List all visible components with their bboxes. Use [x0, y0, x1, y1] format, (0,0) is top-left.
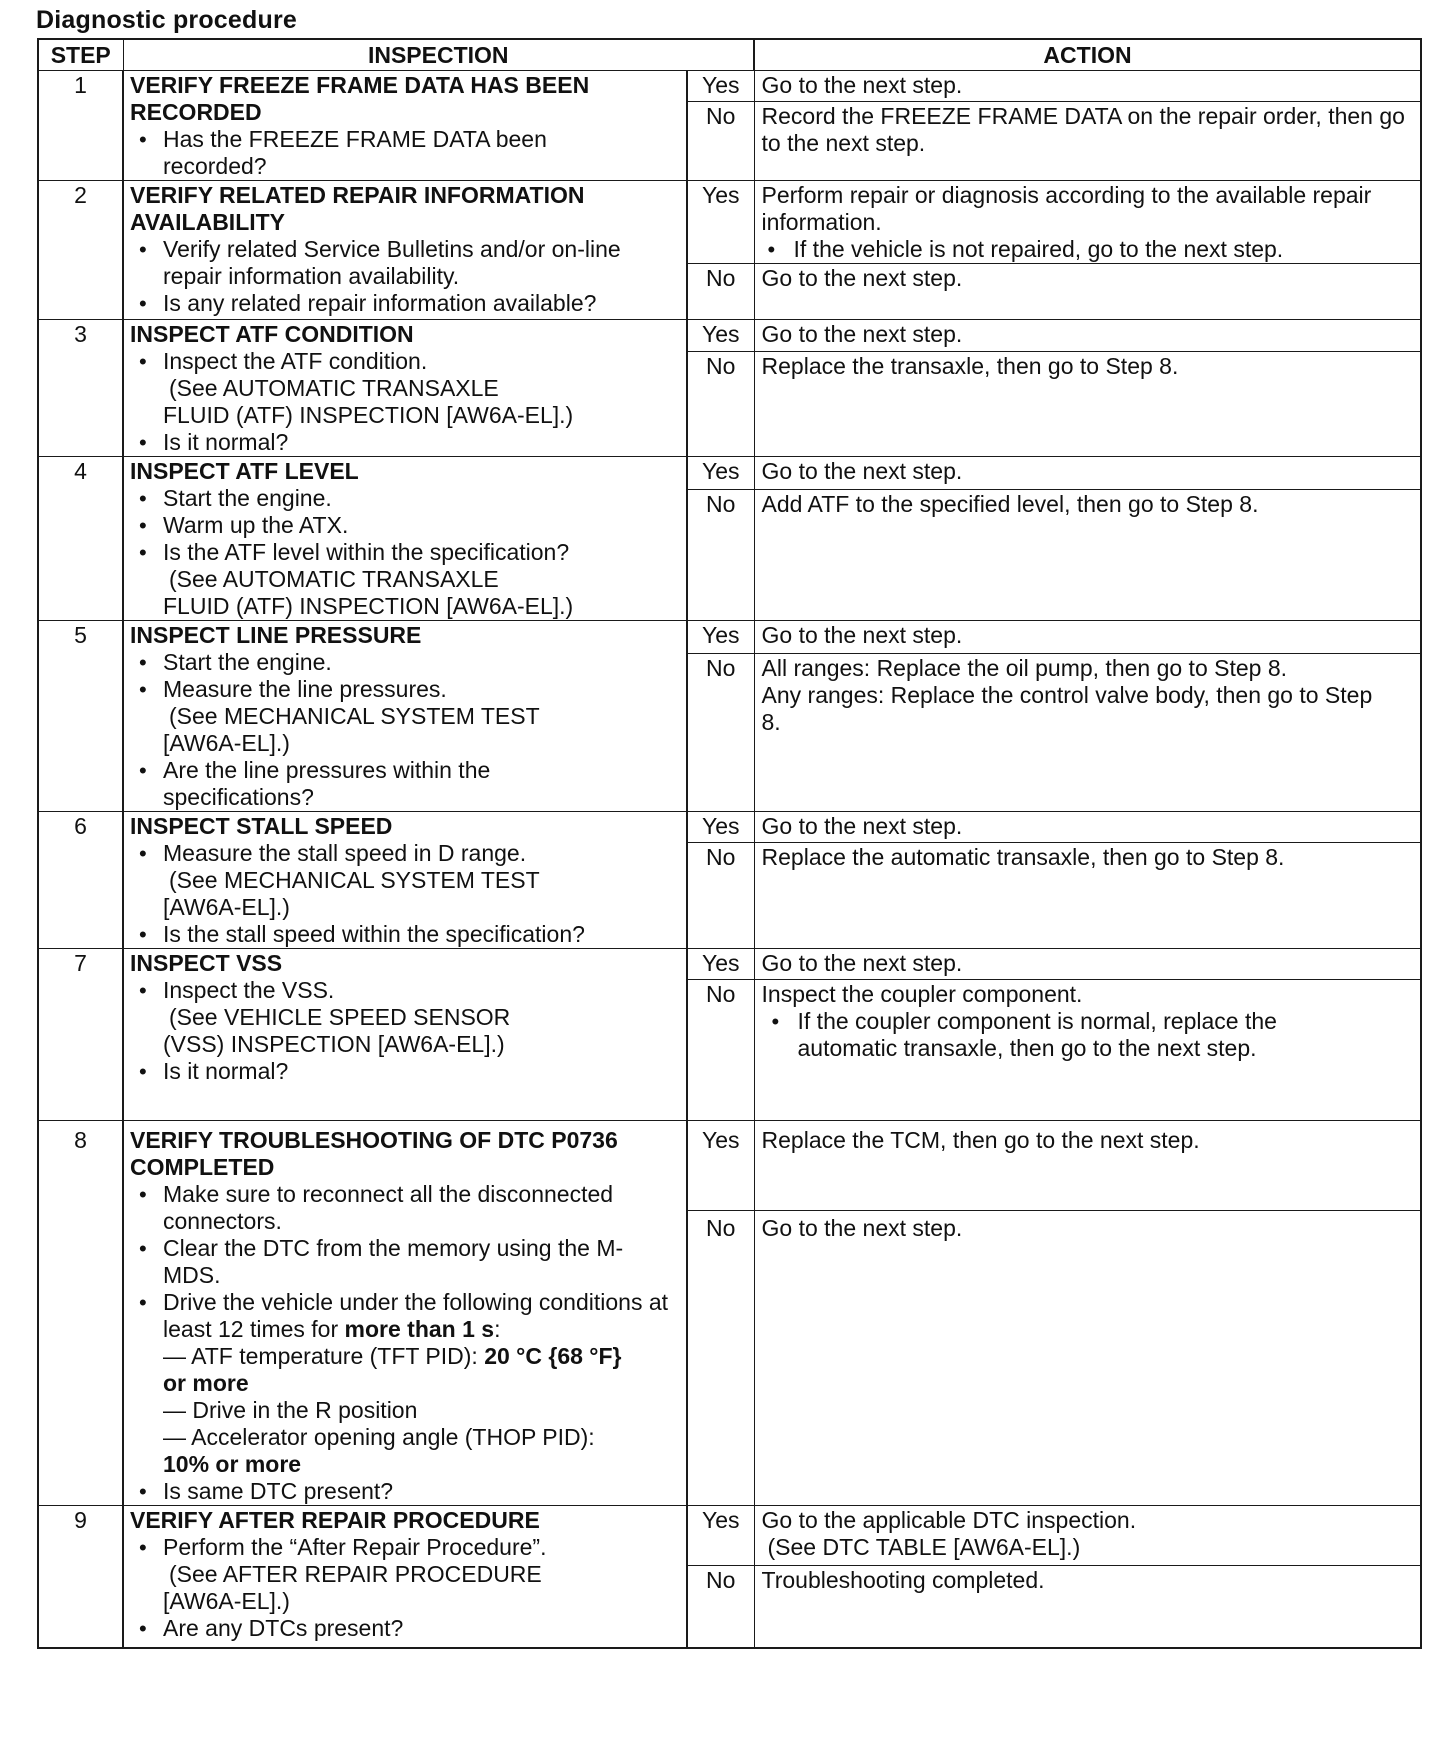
bullet-text: • Perform the “After Repair Procedure”. — [163, 1534, 547, 1560]
bold-text: more than 1 s — [344, 1316, 495, 1342]
bullet-item — [163, 348, 680, 429]
header-inspection: INSPECTION — [123, 39, 754, 71]
no-action-text: Inspect the coupler component. — [761, 981, 1083, 1007]
no-action: Go to the next step. — [754, 264, 1421, 320]
reference-line: [AW6A-EL].) — [163, 1588, 290, 1614]
bullet-item: • Is any related repair information available? — [163, 290, 680, 317]
no-action: Add ATF to the specified level, then go to Step 8. — [754, 489, 1421, 620]
step-inspection — [123, 457, 687, 621]
step-inspection — [123, 812, 687, 949]
no-label: No — [687, 264, 754, 320]
step-number: 3 — [38, 320, 123, 457]
yes-action — [754, 181, 1421, 264]
step-title: INSPECT LINE PRESSURE — [130, 622, 422, 648]
step-title — [130, 72, 680, 126]
yes-label: Yes — [687, 320, 754, 352]
bullet-item — [163, 1534, 680, 1615]
no-action-line: All ranges: Replace the oil pump, then go to Step 8. — [761, 654, 1288, 681]
bold-text: 20 °C {68 °F} — [484, 1343, 622, 1369]
step-number: 4 — [38, 457, 123, 621]
yes-action — [754, 1506, 1421, 1566]
bullet-text: • Inspect the ATF condition. — [163, 348, 428, 374]
bullet-item — [163, 840, 680, 921]
bold-text: 10% or more — [163, 1451, 302, 1477]
no-label: No — [687, 980, 754, 1121]
step-7-yes-row — [38, 949, 1421, 980]
no-action: Troubleshooting completed. — [754, 1566, 1421, 1648]
step-inspection — [123, 1506, 687, 1648]
no-label: No — [687, 351, 754, 456]
step-bullets — [130, 348, 680, 456]
step-title: VERIFY AFTER REPAIR PROCEDURE — [130, 1507, 540, 1533]
yes-action-text: Perform repair or diagnosis according to the available repair information. — [761, 182, 1372, 235]
no-action: Replace the transaxle, then go to Step 8. — [754, 351, 1421, 456]
bullet-text: : — [494, 1316, 501, 1342]
bullet-item: • If the coupler component is normal, replace the automatic transaxle, then go to the next step. — [798, 1008, 1415, 1062]
yes-action: Replace the TCM, then go to the next step. — [754, 1121, 1421, 1211]
bullet-item: • Is the stall speed within the specification? — [163, 921, 680, 948]
bullet-item: • Warm up the ATX. — [163, 512, 680, 539]
header-step: STEP — [38, 39, 123, 71]
bullet-text: • Is the ATF level within the specification? — [163, 539, 570, 565]
step-5-yes-row — [38, 621, 1421, 654]
condition-item: — Drive in the R position — [163, 1397, 418, 1423]
step-title-line: VERIFY TROUBLESHOOTING OF DTC P0736 — [130, 1127, 618, 1153]
step-8-yes-row — [38, 1121, 1421, 1211]
step-2-yes-row — [38, 181, 1421, 264]
reference-line: [AW6A-EL].) — [163, 730, 290, 756]
header-action: ACTION — [754, 39, 1421, 71]
yes-label: Yes — [687, 71, 754, 102]
yes-label: Yes — [687, 621, 754, 654]
reference-line: (See DTC TABLE [AW6A-EL].) — [767, 1534, 1081, 1560]
yes-action-text: Go to the applicable DTC inspection. — [761, 1507, 1137, 1533]
step-inspection — [123, 1121, 687, 1506]
bullet-item — [163, 539, 680, 620]
reference-line: (See MECHANICAL SYSTEM TEST — [169, 703, 540, 729]
header-row — [38, 39, 1421, 71]
no-action: Replace the automatic transaxle, then go to Step 8. — [754, 843, 1421, 949]
bullet-item: • Are the line pressures within the specifications? — [163, 757, 680, 811]
step-title-line: RECORDED — [130, 99, 262, 125]
bullet-item: • Is same DTC present? — [163, 1478, 680, 1505]
step-number: 9 — [38, 1506, 123, 1648]
bullet-item — [163, 676, 680, 757]
bullet-text: • Inspect the VSS. — [163, 977, 335, 1003]
step-number: 7 — [38, 949, 123, 1121]
condition-text: — ATF temperature (TFT PID): — [163, 1343, 485, 1369]
bullet-item — [163, 1289, 680, 1478]
step-number: 2 — [38, 181, 123, 320]
step-bullets — [130, 840, 680, 948]
condition-item — [163, 1343, 680, 1397]
no-label: No — [687, 102, 754, 181]
step-title: INSPECT ATF LEVEL — [130, 458, 359, 484]
bullet-item — [163, 977, 680, 1058]
yes-label: Yes — [687, 1506, 754, 1566]
step-bullets — [130, 1181, 680, 1505]
no-action — [754, 653, 1421, 811]
yes-label: Yes — [687, 949, 754, 980]
step-6-yes-row — [38, 812, 1421, 843]
no-label: No — [687, 1211, 754, 1506]
bullet-text: Drive the vehicle under the following conditions at least 12 times for — [163, 1289, 669, 1342]
bullet-item: • If the vehicle is not repaired, go to the next step. — [794, 236, 1415, 263]
diagnostic-table — [37, 38, 1422, 1649]
step-bullets — [130, 1534, 680, 1642]
no-label: No — [687, 653, 754, 811]
no-action: Record the FREEZE FRAME DATA on the repair order, then go to the next step. — [754, 102, 1421, 181]
step-number: 8 — [38, 1121, 123, 1506]
no-action: Go to the next step. — [754, 1211, 1421, 1506]
step-inspection — [123, 71, 687, 181]
page-title: Diagnostic procedure — [36, 6, 297, 34]
step-bullets — [130, 485, 680, 620]
yes-label: Yes — [687, 457, 754, 490]
step-title — [130, 1127, 680, 1181]
step-title-line: AVAILABILITY — [130, 209, 286, 235]
yes-action: Go to the next step. — [754, 812, 1421, 843]
reference-line: (See VEHICLE SPEED SENSOR — [169, 1004, 511, 1030]
step-number: 1 — [38, 71, 123, 181]
bullet-item: • Start the engine. — [163, 649, 680, 676]
step-bullets — [130, 126, 680, 180]
bullet-text: • Measure the line pressures. — [163, 676, 447, 702]
step-inspection — [123, 621, 687, 812]
bullet-item: • Is it normal? — [163, 1058, 680, 1085]
step-bullets — [130, 649, 680, 811]
step-number: 6 — [38, 812, 123, 949]
step-3-yes-row — [38, 320, 1421, 352]
reference-line: FLUID (ATF) INSPECTION [AW6A-EL].) — [163, 402, 574, 428]
yes-action: Go to the next step. — [754, 457, 1421, 490]
bullet-text: • Measure the stall speed in D range. — [163, 840, 527, 866]
step-inspection — [123, 320, 687, 457]
no-action-line: Any ranges: Replace the control valve body, then go to Step 8. — [761, 681, 1373, 735]
yes-action: Go to the next step. — [754, 621, 1421, 654]
condition-item — [163, 1424, 680, 1478]
step-title-line: VERIFY FREEZE FRAME DATA HAS BEEN — [130, 72, 590, 98]
reference-line: (See AUTOMATIC TRANSAXLE — [169, 566, 499, 592]
step-bullets — [130, 977, 680, 1085]
yes-label: Yes — [687, 812, 754, 843]
yes-label: Yes — [687, 181, 754, 264]
no-action — [754, 980, 1421, 1121]
no-action-bullets — [762, 1008, 1415, 1062]
bullet-item: • Are any DTCs present? — [163, 1615, 680, 1642]
reference-line: (See AFTER REPAIR PROCEDURE — [169, 1561, 542, 1587]
step-title: INSPECT STALL SPEED — [130, 813, 393, 839]
bullet-item: • Is it normal? — [163, 429, 680, 456]
step-inspection — [123, 949, 687, 1121]
bold-text: or more — [163, 1370, 249, 1396]
reference-line: (See MECHANICAL SYSTEM TEST — [169, 867, 540, 893]
bullet-item: • Make sure to reconnect all the disconnected connectors. — [163, 1181, 680, 1235]
step-title-line: COMPLETED — [130, 1154, 275, 1180]
step-inspection — [123, 181, 687, 320]
step-title-line: VERIFY RELATED REPAIR INFORMATION — [130, 182, 585, 208]
step-4-yes-row — [38, 457, 1421, 490]
step-title: INSPECT ATF CONDITION — [130, 321, 414, 347]
yes-label: Yes — [687, 1121, 754, 1211]
no-label: No — [687, 843, 754, 949]
bullet-item: • Clear the DTC from the memory using the M-MDS. — [163, 1235, 680, 1289]
reference-line: FLUID (ATF) INSPECTION [AW6A-EL].) — [163, 593, 574, 619]
yes-action: Go to the next step. — [754, 949, 1421, 980]
no-label: No — [687, 489, 754, 620]
bullet-item: • Start the engine. — [163, 485, 680, 512]
yes-action: Go to the next step. — [754, 320, 1421, 352]
reference-line: (VSS) INSPECTION [AW6A-EL].) — [163, 1031, 505, 1057]
reference-line: [AW6A-EL].) — [163, 894, 290, 920]
step-9-yes-row — [38, 1506, 1421, 1566]
step-bullets — [130, 236, 680, 317]
bullet-item: • Has the FREEZE FRAME DATA been recorded? — [163, 126, 680, 180]
step-1-yes-row — [38, 71, 1421, 102]
step-title: INSPECT VSS — [130, 950, 283, 976]
step-title — [130, 182, 680, 236]
condition-text: — Accelerator opening angle (THOP PID): — [163, 1424, 595, 1450]
no-label: No — [687, 1566, 754, 1648]
step-number: 5 — [38, 621, 123, 812]
reference-line: (See AUTOMATIC TRANSAXLE — [169, 375, 499, 401]
yes-action-bullets — [762, 236, 1415, 263]
bullet-item: • Verify related Service Bulletins and/or on-line repair information availability. — [163, 236, 680, 290]
yes-action: Go to the next step. — [754, 71, 1421, 102]
